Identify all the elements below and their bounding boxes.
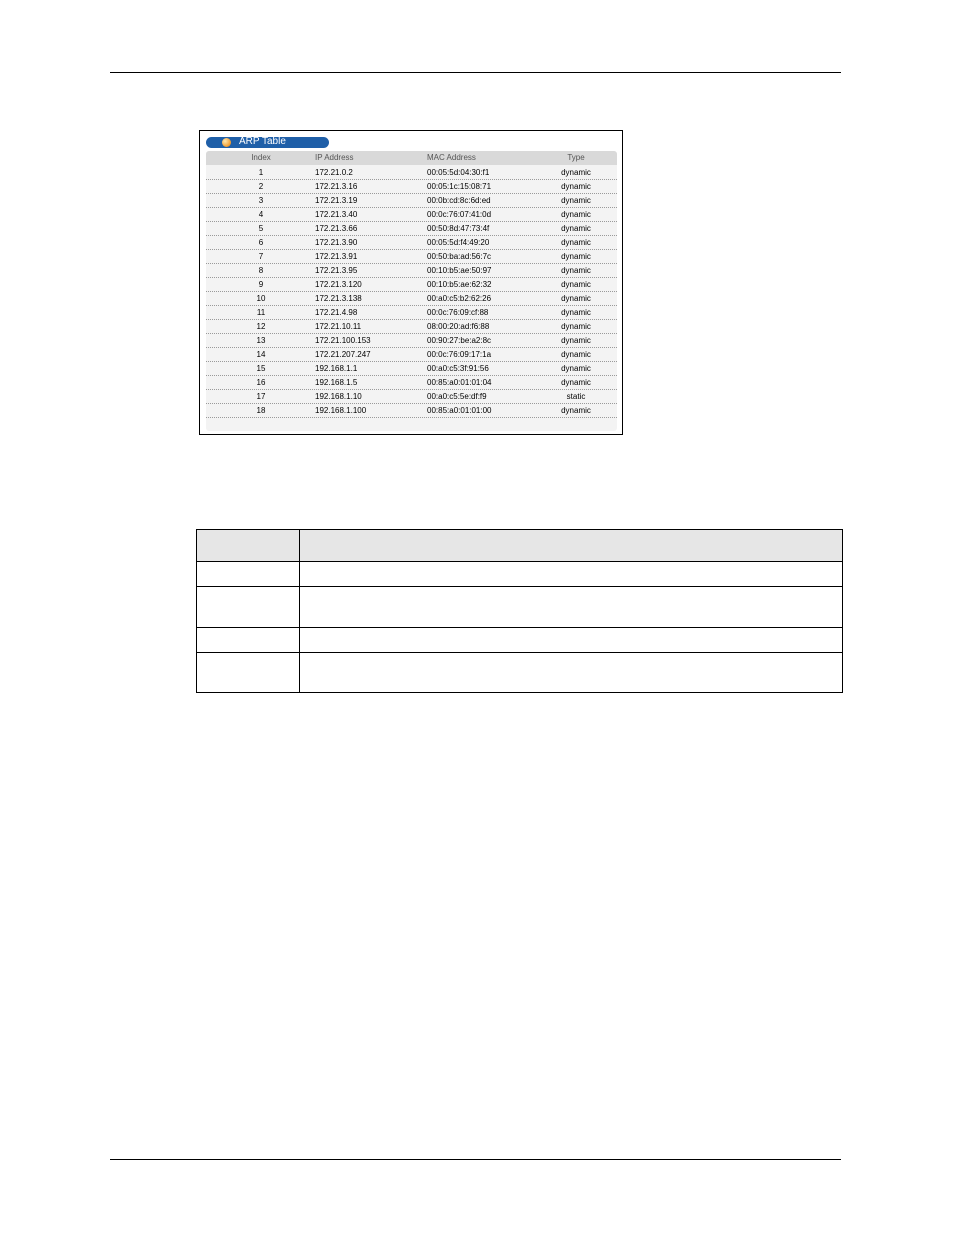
description-label-cell: [197, 627, 300, 652]
table-row: [206, 166, 617, 180]
table-row: [206, 180, 617, 194]
description-label-cell: [197, 562, 300, 587]
arp-cell-type: dynamic: [561, 308, 591, 317]
table-row: [206, 306, 617, 320]
table-row: [206, 376, 617, 390]
arp-table-title: ARP Table: [239, 136, 286, 147]
arp-cell-mac: 00:0c:76:07:41:0d: [427, 210, 492, 219]
table-row: [206, 348, 617, 362]
arp-cell-mac: 00:05:5d:04:30:f1: [427, 168, 490, 177]
arp-cell-ip: 172.21.3.16: [315, 182, 358, 191]
arp-cell-type: dynamic: [561, 406, 591, 415]
description-text-cell: [300, 562, 843, 587]
arp-cell-index: 7: [258, 252, 264, 261]
arp-cell-type: dynamic: [561, 266, 591, 275]
arp-cell-ip: 172.21.3.66: [315, 224, 358, 233]
arp-cell-index: 10: [256, 294, 266, 303]
arp-cell-ip: 192.168.1.1: [315, 364, 358, 373]
table-row: [206, 390, 617, 404]
arp-cell-mac: 00:a0:c5:5e:df:f9: [427, 392, 487, 401]
description-text-cell: [300, 627, 843, 652]
arp-cell-type: dynamic: [561, 364, 591, 373]
bottom-rule: [110, 1159, 841, 1160]
arp-cell-type: dynamic: [561, 224, 591, 233]
arp-cell-type: static: [566, 392, 586, 401]
arp-cell-mac: 00:10:b5:ae:62:32: [427, 280, 492, 289]
arp-cell-mac: 08:00:20:ad:f6:88: [427, 322, 490, 331]
field-description-table: [196, 529, 843, 693]
table-row: [206, 208, 617, 222]
arp-cell-ip: 192.168.1.100: [315, 406, 367, 415]
arp-cell-mac: 00:10:b5:ae:50:97: [427, 266, 492, 275]
arp-cell-index: 1: [258, 168, 264, 177]
arp-cell-type: dynamic: [561, 168, 591, 177]
arp-cell-type: dynamic: [561, 210, 591, 219]
arp-cell-mac: 00:50:8d:47:73:4f: [427, 224, 490, 233]
column-header-ip: IP Address: [315, 153, 354, 162]
description-table-header-row: [197, 530, 843, 562]
arp-cell-type: dynamic: [561, 322, 591, 331]
arp-cell-type: dynamic: [561, 252, 591, 261]
table-row: [197, 587, 843, 627]
arp-cell-ip: 172.21.3.19: [315, 196, 358, 205]
arp-cell-mac: 00:05:5d:f4:49:20: [427, 238, 490, 247]
arp-cell-mac: 00:0c:76:09:cf:88: [427, 308, 489, 317]
arp-cell-index: 13: [256, 336, 266, 345]
arp-cell-index: 8: [258, 266, 264, 275]
arp-cell-type: dynamic: [561, 238, 591, 247]
orange-orb-icon: [222, 138, 231, 147]
table-row: [206, 194, 617, 208]
arp-cell-type: dynamic: [561, 280, 591, 289]
table-row: [197, 562, 843, 587]
arp-cell-ip: 172.21.3.95: [315, 266, 358, 275]
arp-cell-ip: 192.168.1.10: [315, 392, 362, 401]
arp-cell-type: dynamic: [561, 196, 591, 205]
arp-cell-type: dynamic: [561, 378, 591, 387]
arp-cell-type: dynamic: [561, 350, 591, 359]
arp-cell-ip: 172.21.10.11: [315, 322, 362, 331]
arp-cell-mac: 00:85:a0:01:01:04: [427, 378, 492, 387]
table-row: [206, 250, 617, 264]
column-header-mac: MAC Address: [427, 153, 476, 162]
arp-cell-index: 5: [258, 224, 264, 233]
arp-cell-index: 11: [256, 308, 266, 317]
table-row: [197, 652, 843, 692]
table-row: [206, 334, 617, 348]
arp-cell-index: 4: [258, 210, 264, 219]
arp-cell-ip: 172.21.3.138: [315, 294, 362, 303]
arp-cell-index: 3: [258, 196, 264, 205]
arp-table-header-row: [206, 151, 617, 165]
arp-cell-ip: 172.21.100.153: [315, 336, 371, 345]
description-text-cell: [300, 587, 843, 627]
table-row: [206, 362, 617, 376]
arp-cell-type: dynamic: [561, 294, 591, 303]
arp-cell-index: 6: [258, 238, 264, 247]
arp-cell-index: 15: [256, 364, 266, 373]
arp-cell-index: 14: [256, 350, 266, 359]
arp-cell-ip: 172.21.3.40: [315, 210, 358, 219]
arp-cell-ip: 172.21.4.98: [315, 308, 358, 317]
table-row: [206, 264, 617, 278]
description-text-cell: [300, 652, 843, 692]
arp-cell-mac: 00:85:a0:01:01:00: [427, 406, 492, 415]
arp-cell-ip: 172.21.3.90: [315, 238, 358, 247]
arp-cell-index: 18: [256, 406, 266, 415]
table-row: [206, 278, 617, 292]
description-label-cell: [197, 652, 300, 692]
table-row: [197, 627, 843, 652]
arp-cell-index: 2: [258, 182, 264, 191]
arp-cell-ip: 192.168.1.5: [315, 378, 358, 387]
arp-table-body: [206, 151, 617, 431]
arp-table-header: [206, 137, 329, 148]
arp-table-rows: [206, 166, 617, 418]
arp-cell-mac: 00:0b:cd:8c:6d:ed: [427, 196, 491, 205]
arp-cell-mac: 00:0c:76:09:17:1a: [427, 350, 492, 359]
arp-cell-mac: 00:90:27:be:a2:8c: [427, 336, 492, 345]
arp-cell-mac: 00:05:1c:15:08:71: [427, 182, 492, 191]
arp-cell-mac: 00:50:ba:ad:56:7c: [427, 252, 492, 261]
table-row: [206, 236, 617, 250]
arp-cell-type: dynamic: [561, 182, 591, 191]
table-row: [206, 222, 617, 236]
arp-cell-index: 9: [258, 280, 264, 289]
description-header-label-cell: [197, 530, 300, 562]
arp-cell-ip: 172.21.207.247: [315, 350, 371, 359]
arp-cell-type: dynamic: [561, 336, 591, 345]
table-row: [206, 404, 617, 418]
column-header-type: Type: [567, 153, 585, 162]
arp-cell-index: 17: [256, 392, 266, 401]
arp-cell-index: 12: [256, 322, 266, 331]
description-label-cell: [197, 587, 300, 627]
top-rule: [110, 72, 841, 73]
column-header-index: Index: [251, 153, 271, 162]
arp-cell-ip: 172.21.3.91: [315, 252, 358, 261]
arp-cell-index: 16: [256, 378, 266, 387]
table-row: [206, 292, 617, 306]
arp-cell-ip: 172.21.3.120: [315, 280, 362, 289]
table-row: [206, 320, 617, 334]
arp-table-screenshot: [199, 130, 623, 435]
description-header-description-cell: [300, 530, 843, 562]
arp-cell-mac: 00:a0:c5:b2:62:26: [427, 294, 492, 303]
arp-cell-mac: 00:a0:c5:3f:91:56: [427, 364, 489, 373]
arp-cell-ip: 172.21.0.2: [315, 168, 353, 177]
